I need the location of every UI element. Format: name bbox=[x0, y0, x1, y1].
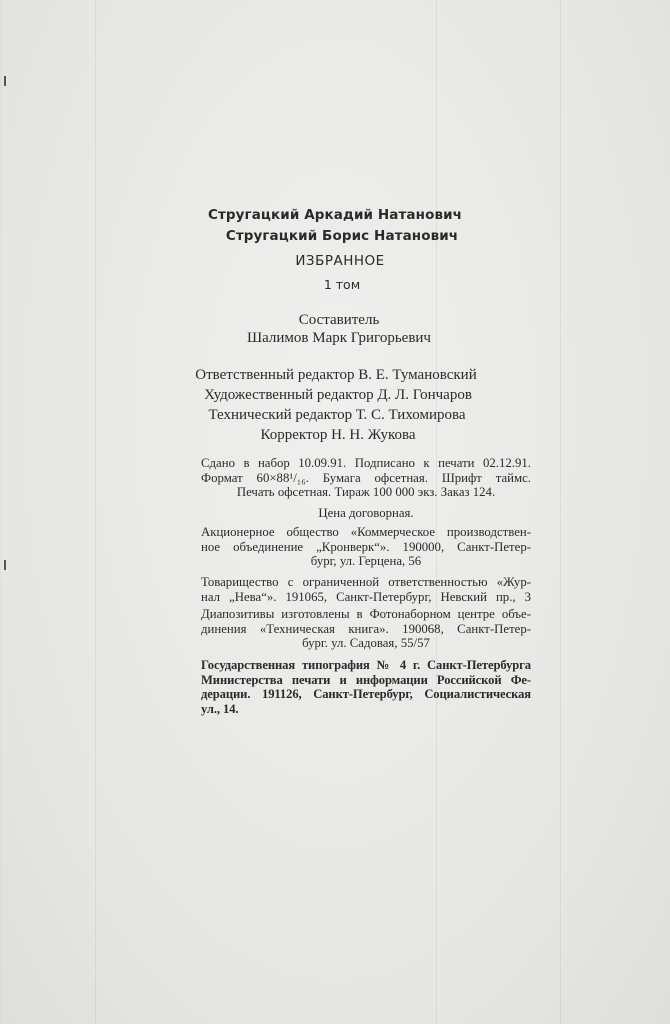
print-info-line: Печать офсетная. Тираж 100 000 экз. Заказ 124. bbox=[236, 485, 496, 499]
compiler-name: Шалимов Марк Григорьевич bbox=[247, 330, 431, 346]
printing-house-line: Государственная типография № 4 г. Санкт-Петербурга bbox=[201, 658, 531, 672]
proofreader: Корректор Н. Н. Жукова bbox=[260, 427, 416, 443]
author-1: Стругацкий Аркадий Натанович bbox=[207, 207, 463, 223]
publisher-line: бург, ул. Герцена, 56 bbox=[310, 554, 422, 568]
printing-house-line: ул., 14. bbox=[201, 701, 239, 716]
printing-house-line: дерации. 191126, Санкт-Петербург, Социалистическая bbox=[201, 687, 531, 701]
art-editor: Художественный редактор Д. Л. Гончаров bbox=[204, 387, 472, 403]
publisher-line: Акционерное общество «Коммерческое производствен- bbox=[201, 525, 531, 539]
editor-in-charge: Ответственный редактор В. Е. Тумановский bbox=[195, 367, 477, 383]
partnership-block bbox=[201, 575, 531, 604]
print-info-block bbox=[201, 456, 531, 500]
book-title: ИЗБРАННОЕ bbox=[295, 253, 385, 269]
printing-house-line: Министерства печати и информации Российской Фе- bbox=[201, 672, 531, 687]
compiler-label: Составитель bbox=[298, 312, 380, 328]
print-info-line: Сдано в набор 10.09.91. Подписано к печати 02.12.91. bbox=[201, 456, 531, 470]
volume-label: 1 том bbox=[323, 277, 361, 292]
slides-line: бург. ул. Садовая, 55/57 bbox=[302, 636, 430, 650]
slides-line: динения «Техническая книга». 190068, Санкт-Петер- bbox=[201, 621, 531, 636]
partnership-line: нал „Нева“». 191065, Санкт-Петербург, Невский пр., 3 bbox=[201, 589, 531, 604]
price-note: Цена договорная. bbox=[318, 506, 414, 520]
partnership-line: Товарищество с ограниченной ответственностью «Жур- bbox=[201, 575, 531, 589]
slides-block bbox=[201, 607, 531, 651]
author-2: Стругацкий Борис Натанович bbox=[225, 228, 459, 244]
slides-line: Диапозитивы изготовлены в Фотонаборном центре объе- bbox=[201, 607, 531, 621]
printing-house-block bbox=[201, 658, 531, 716]
publisher-block bbox=[201, 525, 531, 569]
technical-editor: Технический редактор Т. С. Тихомирова bbox=[208, 407, 466, 423]
print-info-line: Формат 60×88¹/₁₆. Бумага офсетная. Шрифт таймс. bbox=[201, 470, 531, 485]
publisher-line: ное объединение „Кронверк“». 190000, Санкт-Петер- bbox=[201, 539, 531, 554]
